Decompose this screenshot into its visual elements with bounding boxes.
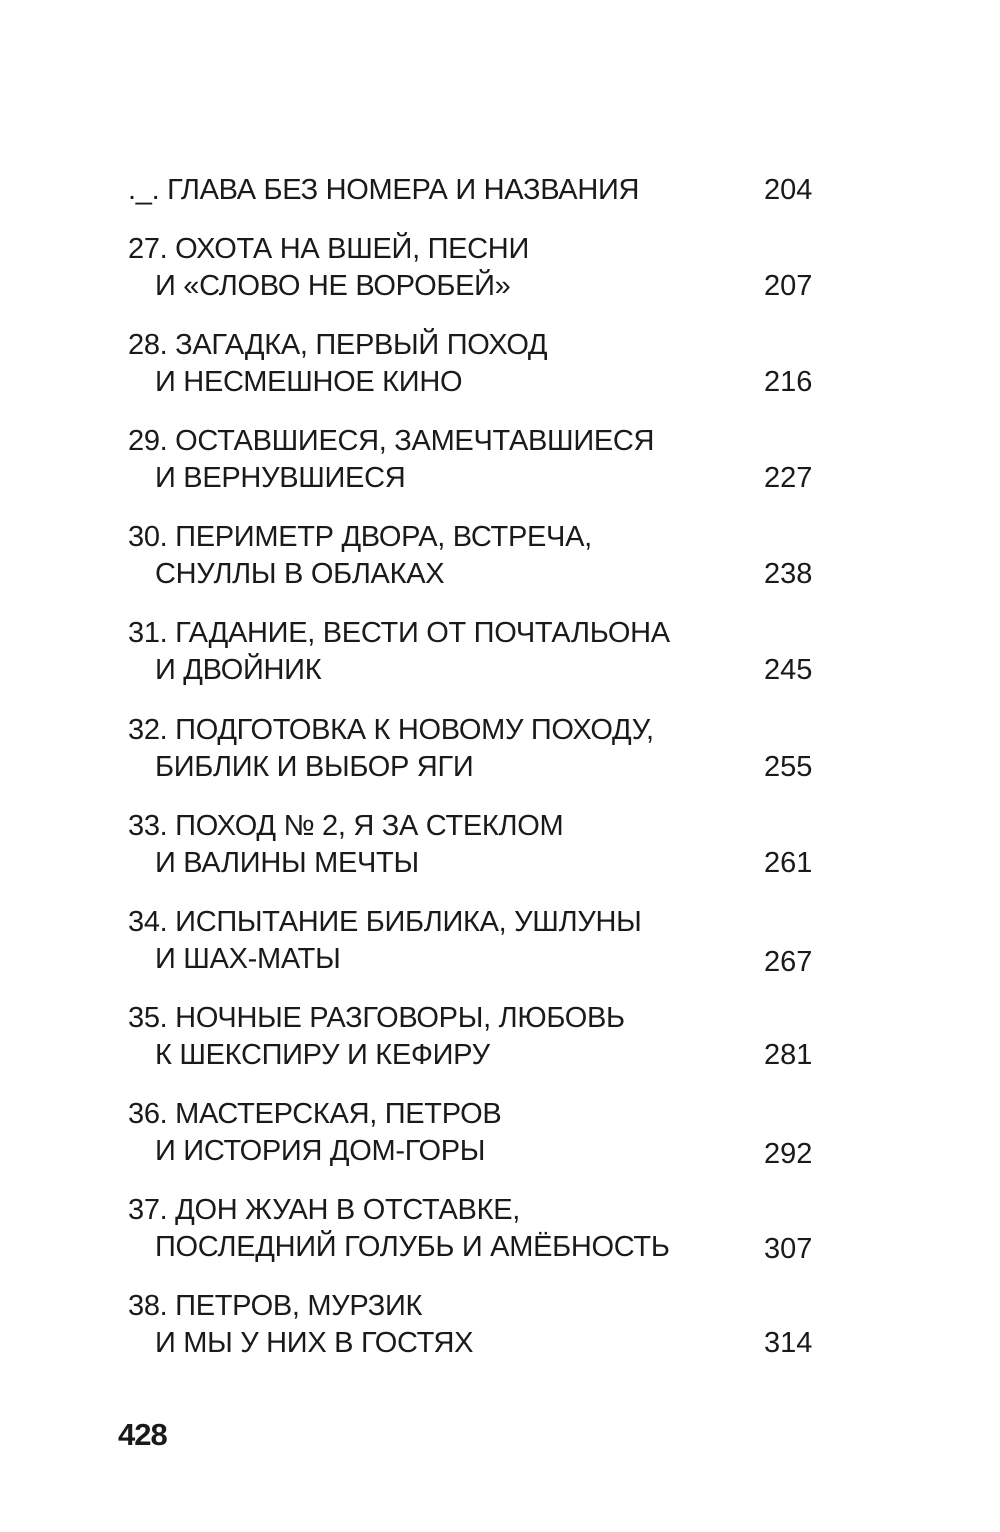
toc-entry-page: 204 bbox=[764, 174, 813, 206]
toc-entry-page: 267 bbox=[764, 946, 813, 978]
toc-entry-title-continued: ПОСЛЕДНИЙ ГОЛУБЬ И АМЁБНОСТЬ bbox=[155, 1231, 670, 1263]
toc-entry-title: ._. ГЛАВА БЕЗ НОМЕРА И НАЗВАНИЯ bbox=[128, 174, 640, 206]
toc-entry-title-continued: И НЕСМЕШНОЕ КИНО bbox=[155, 366, 463, 398]
toc-entry-title-continued: И «СЛОВО НЕ ВОРОБЕЙ» bbox=[155, 270, 511, 302]
toc-entry-title-continued: И МЫ У НИХ В ГОСТЯХ bbox=[155, 1327, 474, 1359]
toc-entry-title: 29. ОСТАВШИЕСЯ, ЗАМЕЧТАВШИЕСЯ bbox=[128, 425, 655, 457]
toc-entry-title: 35. НОЧНЫЕ РАЗГОВОРЫ, ЛЮБОВЬ bbox=[128, 1002, 625, 1034]
page-number: 428 bbox=[118, 1417, 167, 1452]
toc-entry-title: 32. ПОДГОТОВКА К НОВОМУ ПОХОДУ, bbox=[128, 714, 654, 746]
toc-entry-page: 238 bbox=[764, 558, 813, 590]
toc-entry-title-continued: И ДВОЙНИК bbox=[155, 654, 322, 686]
toc-entry-title-continued: И ИСТОРИЯ ДОМ-ГОРЫ bbox=[155, 1135, 486, 1167]
toc-entry-title: 33. ПОХОД № 2, Я ЗА СТЕКЛОМ bbox=[128, 810, 564, 842]
toc-entry-page: 227 bbox=[764, 462, 813, 494]
toc-entry-title: 28. ЗАГАДКА, ПЕРВЫЙ ПОХОД bbox=[128, 329, 548, 361]
toc-entry-title-continued: И ВАЛИНЫ МЕЧТЫ bbox=[155, 847, 419, 879]
toc-entry-page: 207 bbox=[764, 270, 813, 302]
toc-entry-page: 245 bbox=[764, 654, 813, 686]
toc-entry-title: 38. ПЕТРОВ, МУРЗИК bbox=[128, 1290, 423, 1322]
toc-entry-page: 216 bbox=[764, 366, 813, 398]
toc-entry-title-continued: И ШАХ-МАТЫ bbox=[155, 943, 341, 975]
toc-entry-page: 261 bbox=[764, 847, 813, 879]
toc-entry-title-continued: БИБЛИК И ВЫБОР ЯГИ bbox=[155, 751, 474, 783]
toc-entry-title: 36. МАСТЕРСКАЯ, ПЕТРОВ bbox=[128, 1098, 502, 1130]
toc-entry-page: 314 bbox=[764, 1327, 813, 1359]
toc-entry-title-continued: И ВЕРНУВШИЕСЯ bbox=[155, 462, 406, 494]
toc-entry-title-continued: К ШЕКСПИРУ И КЕФИРУ bbox=[155, 1039, 490, 1071]
toc-entry-title: 30. ПЕРИМЕТР ДВОРА, ВСТРЕЧА, bbox=[128, 521, 592, 553]
toc-entry-page: 292 bbox=[764, 1138, 813, 1170]
toc-entry-page: 307 bbox=[764, 1233, 813, 1265]
toc-entry-page: 255 bbox=[764, 751, 813, 783]
toc-entry-page: 281 bbox=[764, 1039, 813, 1071]
toc-entry-title: 37. ДОН ЖУАН В ОТСТАВКЕ, bbox=[128, 1194, 520, 1226]
toc-entry-title: 34. ИСПЫТАНИЕ БИБЛИКА, УШЛУНЫ bbox=[128, 906, 642, 938]
toc-entry-title: 31. ГАДАНИЕ, ВЕСТИ ОТ ПОЧТАЛЬОНА bbox=[128, 617, 670, 649]
toc-entry-title-continued: СНУЛЛЫ В ОБЛАКАХ bbox=[155, 558, 445, 590]
toc-entry-title: 27. ОХОТА НА ВШЕЙ, ПЕСНИ bbox=[128, 233, 529, 265]
